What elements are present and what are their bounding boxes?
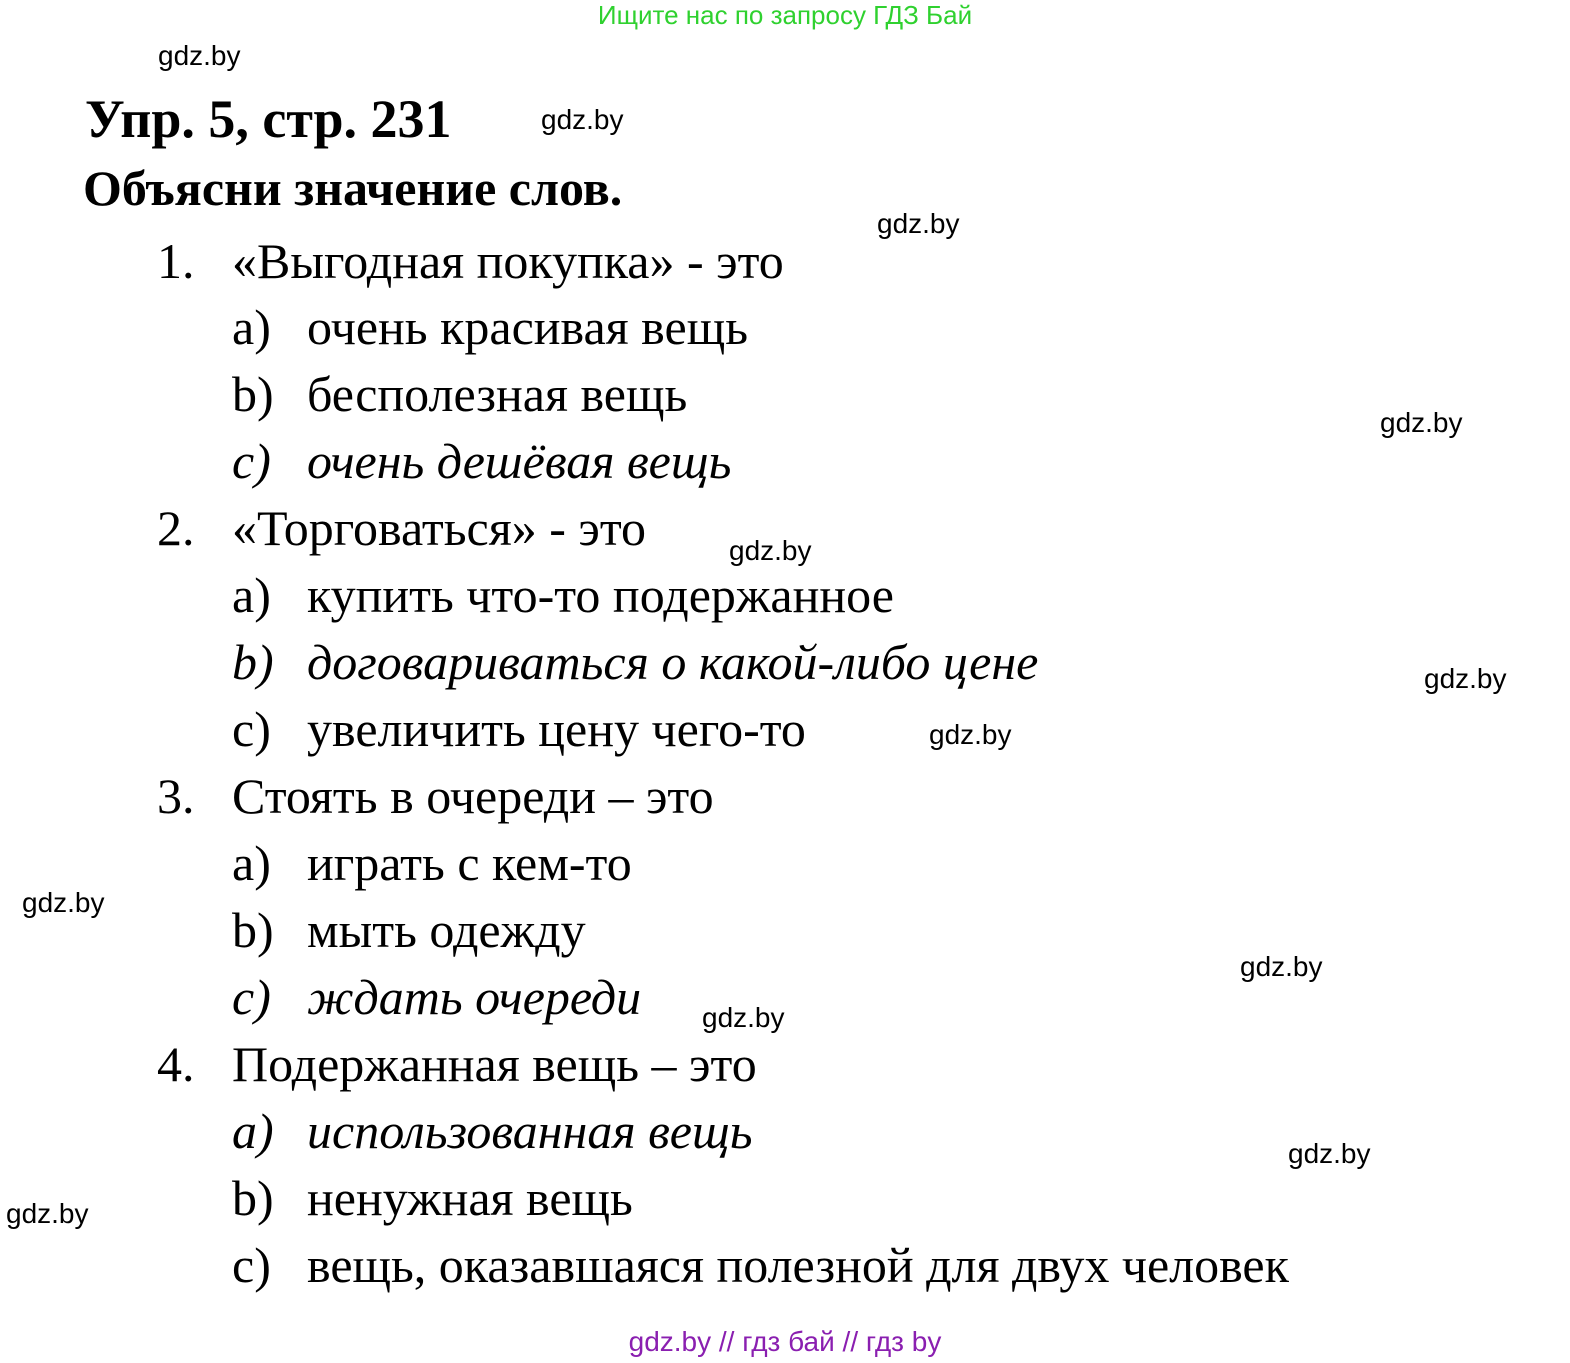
option-text: ненужная вещь — [307, 1170, 633, 1226]
watermark: gdz.by — [1240, 951, 1323, 982]
question-3 — [0, 766, 1570, 826]
option-text: вещь, оказавшаяся полезной для двух человек — [307, 1237, 1289, 1293]
option-3b — [0, 900, 1570, 960]
watermark: gdz.by — [877, 208, 960, 239]
footer-links[interactable]: gdz.by // гдз бай // гдз by — [628, 1326, 942, 1357]
option-text: бесполезная вещь — [307, 366, 688, 422]
watermark: gdz.by — [1380, 407, 1463, 438]
watermark: gdz.by — [6, 1198, 89, 1229]
question-number: 2. — [157, 500, 195, 556]
option-letter: a) — [232, 835, 271, 891]
exercise-title: Упр. 5, стр. 231 — [85, 89, 452, 149]
option-4c — [0, 1235, 1570, 1295]
option-text: ждать очереди — [307, 969, 642, 1025]
option-1a — [0, 297, 1570, 357]
watermark: gdz.by — [1424, 663, 1507, 694]
question-number: 1. — [157, 233, 195, 289]
question-number: 3. — [157, 768, 195, 824]
option-letter: c) — [232, 433, 271, 489]
option-text: использованная вещь — [307, 1103, 753, 1159]
option-letter: b) — [232, 1170, 274, 1226]
watermark: gdz.by — [1288, 1138, 1371, 1169]
question-text: «Выгодная покупка» - это — [232, 233, 784, 289]
watermark: gdz.by — [702, 1002, 785, 1033]
question-number: 4. — [157, 1036, 195, 1092]
option-letter: b) — [232, 902, 274, 958]
option-letter: a) — [232, 299, 271, 355]
option-text: очень дешёвая вещь — [307, 433, 732, 489]
question-4 — [0, 1034, 1570, 1094]
option-letter: a) — [232, 567, 271, 623]
option-4b — [0, 1168, 1570, 1228]
instruction: Объясни значение слов. — [83, 160, 623, 216]
option-text: договариваться о какой-либо цене — [307, 634, 1039, 690]
question-text: Стоять в очереди – это — [232, 768, 714, 824]
watermark: gdz.by — [929, 719, 1012, 750]
option-letter: c) — [232, 701, 271, 757]
option-text: мыть одежду — [307, 902, 586, 958]
watermark: gdz.by — [158, 40, 241, 71]
option-letter: c) — [232, 969, 271, 1025]
option-text: купить что-то подержанное — [307, 567, 894, 623]
option-3a — [0, 833, 1570, 893]
search-banner[interactable]: Ищите нас по запросу ГДЗ Бай — [597, 0, 973, 30]
watermark: gdz.by — [541, 104, 624, 135]
question-2 — [0, 498, 1570, 558]
option-3c-selected — [0, 967, 1570, 1027]
option-letter: b) — [232, 366, 274, 422]
option-1c-selected — [0, 431, 1570, 491]
option-4a-selected — [0, 1101, 1570, 1161]
option-letter: c) — [232, 1237, 271, 1293]
option-2a — [0, 565, 1570, 625]
option-2c — [0, 699, 1570, 759]
question-1 — [0, 231, 1570, 291]
question-text: «Торговаться» - это — [232, 500, 647, 556]
option-text: играть с кем-то — [307, 835, 632, 891]
question-text: Подержанная вещь – это — [232, 1036, 757, 1092]
option-letter: b) — [232, 634, 274, 690]
option-text: увеличить цену чего-то — [307, 701, 806, 757]
option-1b — [0, 364, 1570, 424]
option-text: очень красивая вещь — [307, 299, 748, 355]
option-letter: a) — [232, 1103, 274, 1159]
watermark: gdz.by — [729, 535, 812, 566]
watermark: gdz.by — [22, 887, 105, 918]
option-2b-selected — [0, 632, 1570, 692]
